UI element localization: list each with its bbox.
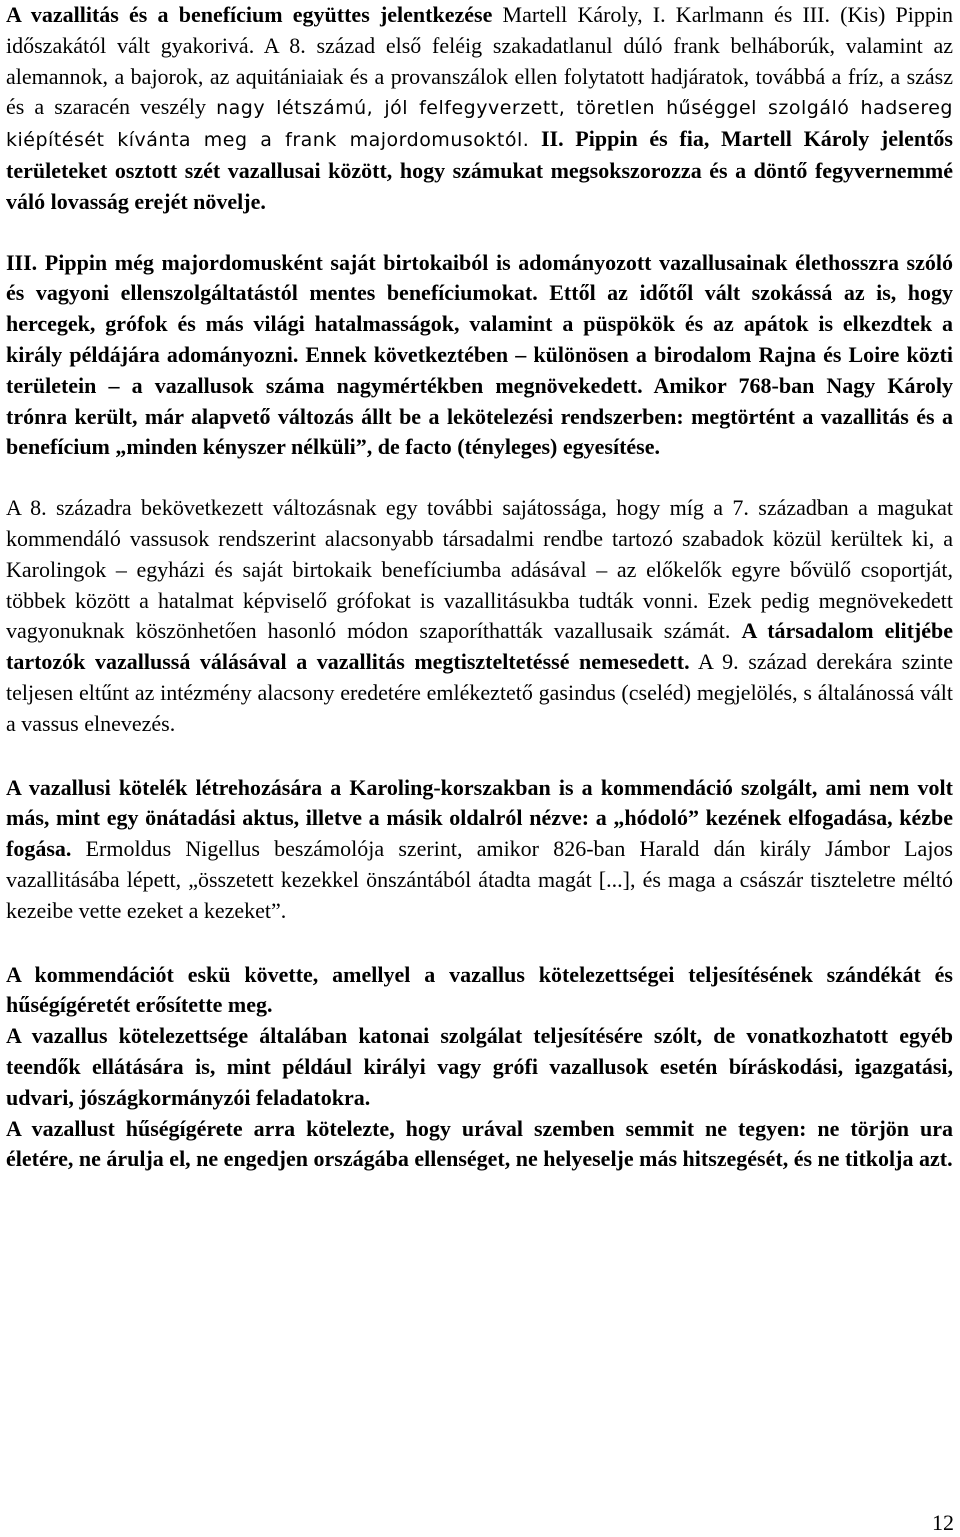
text-run: A vazallitás és a benefícium együttes jelentkezése (6, 2, 493, 27)
paragraph-5 (6, 960, 953, 1022)
text-run: Ermoldus Nigellus beszámolója szerint, amikor 826-ban Harald dán király Jámbor Lajos vazallitásába lépett, „összetett kezekkel önszántából átadta magát [...], és maga a császár tiszteletre méltó kezeibe vette ezeket a kezeket”. (6, 836, 953, 923)
paragraph-7 (6, 1114, 953, 1176)
text-run: III. Pippin még majordomusként saját birtokaiból is adományozott vazallusainak élethosszra szóló és vagyoni ellenszolgáltatástól mentes benefíciumokat. Ettől az időtől vált szokássá az is, hogy hercegek, grófok és más világi hatalmasságok, valamint a püspökök és az apátok is elkezdtek a király példájára adományozni. Ennek következtében – különösen a birodalom Rajna és Loire közti területein – a vazallusok száma nagymértékben megnövekedett. Amikor 768-ban Nagy Károly trónra került, már alapvető változás állt be a lekötelezési rendszerben: megtörtént a vazallitás és a benefícium „minden kényszer nélküli”, de facto (tényleges) egyesítése. (6, 249, 953, 460)
paragraph-3 (6, 493, 953, 739)
text-run: A vazallusi kötelék létrehozására a Karoling-korszakban is a kommendáció szolgált, ami nem volt más, mint egy önátadási aktus, illetve a másik oldalról nézve: a „hódoló” kezének elfogadása, kézbe fogása. (6, 774, 953, 862)
paragraph-2 (6, 248, 953, 464)
text-run: A vazallus kötelezettsége általában katonai szolgálat teljesítésére szólt, de vonatkozhatott egyéb teendők ellátására is, mint például királyi vagy grófi vazallusok esetén bíráskodási, igazgatási, udvari, jószágkormányzói feladatokra. (6, 1023, 953, 1110)
paragraph-1 (6, 0, 953, 218)
text-run: A társadalom elitjébe tartozók vazallussá válásával a vazallitás megtiszteltetéssé nemesedett. (6, 618, 954, 675)
page-number: 12 (932, 1510, 954, 1535)
text-run: A 9. század derekára szinte teljesen eltűnt az intézmény alacsony eredetére emlékeztető gasindus (cseléd) megjelölés, s általánossá vált a vassus elnevezés. (6, 649, 953, 736)
text-run: A kommendációt eskü követte, amellyel a vazallus kötelezettségei teljesítésének szándékát és hűségígéretét erősítette meg. (6, 961, 953, 1018)
paragraph-6 (6, 1021, 953, 1113)
text-run: Martell Károly, I. Karlmann és III. (Kis) Pippin időszakától vált gyakorivá. A 8. század első feléig szakadatlanul dúló frank belháborúk, valamint az alemannok, a bajorok, az aquitániaiak és a provanszálok ellen folytatott hadjáratok, továbbá a fríz, a szász és a szaracén veszély (6, 2, 953, 120)
text-run: nagy létszámú, jól felfegyverzett, töretlen hűséggel szolgáló hadsereg kiépítését kívánta meg a frank majordomusoktól. (6, 97, 953, 152)
text-run: A 8. századra bekövetkezett változásnak egy további sajátossága, hogy míg a 7. században a magukat kommendáló vassusok rendszerint alacsonyabb társadalmi rendbe tartozó szabadok közül kerültek ki, a Karolingok – egyházi és saját birtokaik benefíciumba adásával – az előkelők egyre bővülő csoportját, többek között a hatalmat képviselő grófokat is vazallitásukba tudták vonni. Ezek pedig megnövekedett vagyonuknak köszönhetően hasonló módon szaporíthatták vazallusaik számát. (6, 495, 953, 644)
text-run: II. Pippin és fia, Martell Károly jelentős területeket osztott szét vazallusai között, hogy számukat megsokszorozza és a döntő fegyvernemmé váló lovasság erejét növelje. (6, 126, 953, 214)
text-run: A vazallust hűségígérete arra kötelezte, hogy urával szemben semmit ne tegyen: ne törjön ura életére, ne árulja el, ne engedjen országába ellenséget, ne helyeselje más hitszegését, és ne titkolja azt. (6, 1115, 953, 1172)
paragraph-4 (6, 773, 953, 927)
document-page (6, 0, 953, 1175)
